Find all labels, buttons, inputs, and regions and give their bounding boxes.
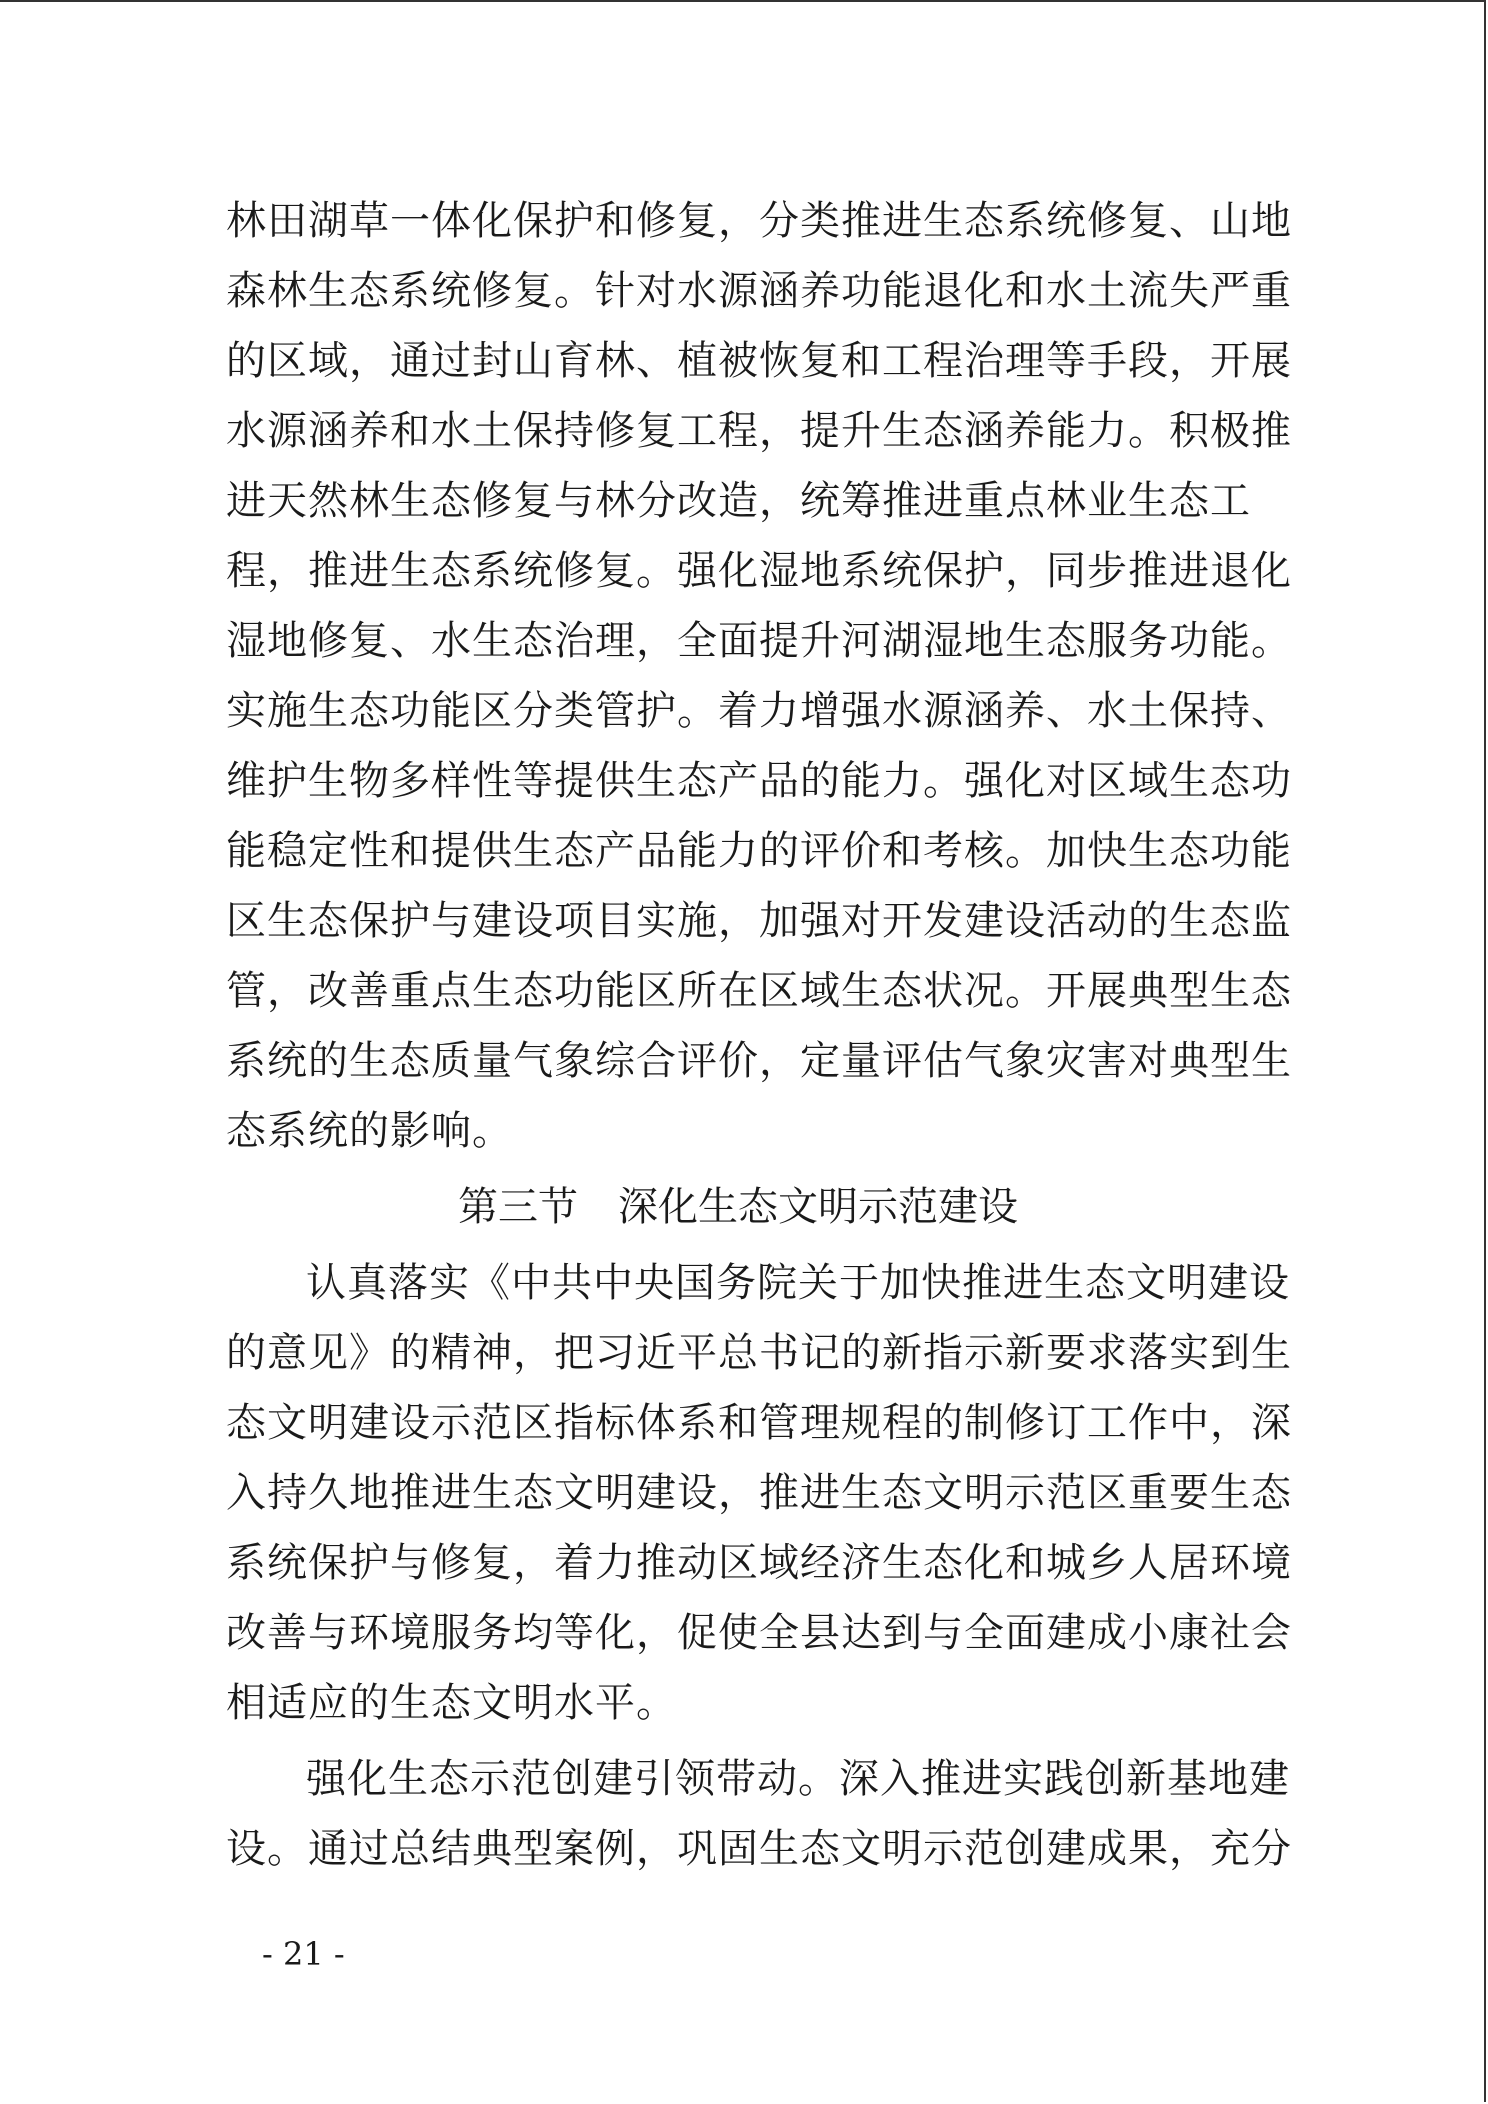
text-line: 进天然林生态修复与林分改造，统筹推进重点林业生态工 xyxy=(226,478,1251,524)
document-page xyxy=(226,186,1292,1884)
text-line: 区生态保护与建设项目实施，加强对开发建设活动的生态监 xyxy=(226,898,1292,944)
text-line: 实施生态功能区分类管护。着力增强水源涵养、水土保持、 xyxy=(226,688,1292,734)
paragraph-1 xyxy=(226,186,1292,1166)
text-line: 态系统的影响。 xyxy=(226,1108,513,1154)
section-title: 第三节 深化生态文明示范建设 xyxy=(458,1184,1018,1230)
text-line: 管，改善重点生态功能区所在区域生态状况。开展典型生态 xyxy=(226,968,1292,1014)
paragraph-3 xyxy=(226,1744,1292,1884)
text-line: 森林生态系统修复。针对水源涵养功能退化和水土流失严重 xyxy=(226,268,1292,314)
text-line: 林田湖草一体化保护和修复，分类推进生态系统修复、山地 xyxy=(226,198,1292,244)
text-line: 系统的生态质量气象综合评价，定量评估气象灾害对典型生 xyxy=(226,1038,1292,1084)
text-line: 程，推进生态系统修复。强化湿地系统保护，同步推进退化 xyxy=(226,548,1292,594)
paragraph-2 xyxy=(226,1248,1292,1738)
text-line: 设。通过总结典型案例，巩固生态文明示范创建成果，充分 xyxy=(226,1826,1292,1872)
text-line: 相适应的生态文明水平。 xyxy=(226,1680,677,1726)
text-line: 改善与环境服务均等化，促使全县达到与全面建成小康社会 xyxy=(226,1610,1292,1656)
text-line: 水源涵养和水土保持修复工程，提升生态涵养能力。积极推 xyxy=(226,408,1292,454)
text-line: 湿地修复、水生态治理，全面提升河湖湿地生态服务功能。 xyxy=(226,618,1292,664)
text-line: 强化生态示范创建引领带动。深入推进实践创新基地建 xyxy=(306,1756,1290,1802)
text-line: 的意见》的精神，把习近平总书记的新指示新要求落实到生 xyxy=(226,1330,1292,1376)
text-line: 维护生物多样性等提供生态产品的能力。强化对区域生态功 xyxy=(226,758,1292,804)
text-line: 系统保护与修复，着力推动区域经济生态化和城乡人居环境 xyxy=(226,1540,1292,1586)
text-line: 能稳定性和提供生态产品能力的评价和考核。加快生态功能 xyxy=(226,828,1292,874)
page-number: - 21 - xyxy=(262,1935,345,1973)
text-line: 认真落实《中共中央国务院关于加快推进生态文明建设 xyxy=(306,1260,1290,1306)
text-line: 的区域，通过封山育林、植被恢复和工程治理等手段，开展 xyxy=(226,338,1292,384)
text-line: 入持久地推进生态文明建设，推进生态文明示范区重要生态 xyxy=(226,1470,1292,1516)
text-line: 态文明建设示范区指标体系和管理规程的制修订工作中，深 xyxy=(226,1400,1292,1446)
